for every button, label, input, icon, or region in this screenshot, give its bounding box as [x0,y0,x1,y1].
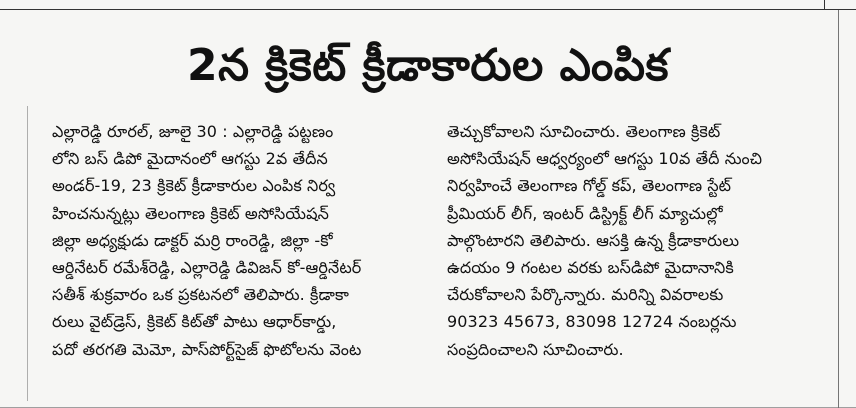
paragraph-line: సంప్రదించాలని సూచించారు. [447,339,624,359]
paragraph-line: హించనున్నట్లు తెలంగాణ క్రికెట్ అసోసియేషన్ [52,203,329,223]
paragraph-line: సతీశ్ శుక్రవారం ఒక ప్రకటనలో తెలిపారు. క్రీడాకా [52,285,349,305]
right-column [447,118,807,363]
paragraph-line: నిర్వహించే తెలంగాణ గోల్డ్ కప్, తెలంగాణ స్టేట్ [447,176,732,196]
paragraph-line: అండర్-19, 23 క్రికెట్ క్రీడాకారుల ఎంపిక నిర్వ [52,176,336,196]
paragraph-line: పదో తరగతి మెమో, పాస్‌పోర్ట్‌సైజ్ ఫొటోలను వెంట [52,339,362,359]
top-rule [0,0,856,10]
left-column [52,118,412,363]
paragraph-line: జిల్లా అధ్యక్షుడు డాక్టర్ మర్రి రాంరెడ్డి, జిల్లా -కో [52,230,333,250]
article-body [52,118,824,390]
paragraph-line: రులు వైట్‌డ్రెస్, క్రికెట్ కిట్‌తో పాటు ఆధార్‌కార్డు, [52,312,337,332]
paragraph-line: ఆర్డినేటర్ రమేశ్‌రెడ్డి, ఎల్లారెడ్డి డివిజన్ కో-ఆర్డినేటర్ [52,257,362,277]
paragraph-line: ఎల్లారెడ్డి రూరల్, జూలై 30 : ఎల్లారెడ్డి పట్టణం [52,122,334,141]
paragraph-line: పాల్గొంటారని తెలిపారు. ఆసక్తి ఉన్న క్రీడాకారులు [447,230,740,250]
paragraph-line: తెచ్చుకోవాలని సూచించారు. తెలంగాణ క్రికెట్ [447,122,721,141]
paragraph-line: అసోసియేషన్ ఆధ్వర్యంలో ఆగస్టు 10వ తేదీ నుంచి [447,149,763,169]
paragraph-line: 90323 45673, 83098 12724 నంబర్లను [447,312,737,332]
headline: 2న క్రికెట్ క్రీడాకారుల ఎంపిక [186,40,670,91]
paragraph-line: లోని బస్ డిపో మైదానంలో ఆగస్టు 2వ తేదీన [52,149,328,169]
paragraph-line: ఉదయం 9 గంటల వరకు బస్‌డిపో మైదానానికి [447,257,734,277]
left-rule [27,106,28,401]
paragraph-line: ప్రీమియర్ లీగ్, ఇంటర్ డిస్ట్రిక్ట్ లీగ్ మ్యాచుల్లో [447,203,723,223]
paragraph-line: చేరుకోవాలని పేర్కొన్నారు. మరిన్ని వివరాలకు [447,285,724,305]
